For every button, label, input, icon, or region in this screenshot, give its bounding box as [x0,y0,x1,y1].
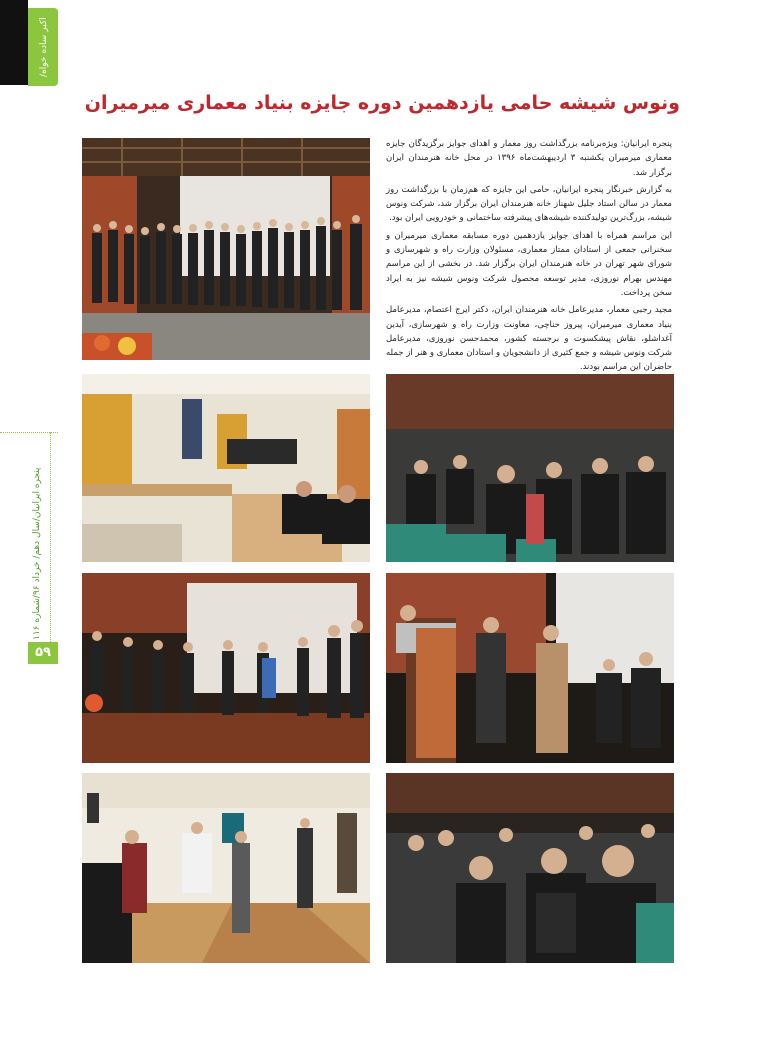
article-title: ونوس شیشه حامی یازدهمین دوره جایزه بنیاد معماری میرمیران [84,92,680,114]
audience-photo-2 [386,773,674,963]
magazine-info: پنجره ایرانیان/سال دهم/ خرداد ۹۶/شماره ۱۱۶ [32,467,42,640]
sidebar-vertical-rule [50,432,51,652]
award-stage-photo [82,573,370,763]
audience-photo-1 [386,374,674,562]
paragraph-4: مجید رجبی معمار، مدیرعامل خانه هنرمندان ایران، دکتر ایرج اعتصام، مدیرعامل بنیاد معماری میرمیران، پیروز حناچی، معاونت وزارت راه و شهرسازی، آیدین آغداشلو، نقاش پیشکسوت و برجسته کشور، محمدحسن نوروزی، مدیرعامل شرکت ونوس شیشه و جمع کثیری از دانشجویان و استادان معماری و هنر از جمله حاضران این مراسم بودند. [386,305,672,373]
stage-group-photo [82,138,370,360]
paragraph-1: پنجره ایرانیان: ویژه‌برنامه بزرگداشت روز معمار و اهدای جوایز برگزیدگان جایزه معماری میرمیران یکشنبه ۳ اردیبهشت‌ماه ۱۳۹۶ در محل خانه هنرمندان ایران برگزار شد. [386,139,672,178]
paragraph-3: این مراسم همراه با اهدای جوایز یازدهمین دوره مسابقه معماری میرمیران و سخنرانی جمعی از استادان ممتاز معماری، مسئولان وزارت راه و شهرسازی و شورای شهر تهران در خانه هنرمندان ایران برگزار شد. در بخشی از این مراسم مهندس بهرام نوروزی، مدیر توسعه محصول شرکت ونوس شیشه نیز به ایراد سخن پرداخت. [386,230,672,298]
article-body [386,137,672,378]
paragraph-2: به گزارش خبرنگار پنجره ایرانیان، حامی این جایزه که هم‌زمان با بزرگداشت روز معمار در سالن استاد جلیل شهناز خانه هنرمندان ایران برگزار شد، شرکت ونوس شیشه، بزرگ‌ترین تولیدکننده شیشه‌های پیشرفته ساختمانی و خودرویی ایران بود. [386,184,672,224]
meeting-room-photo [82,374,370,562]
page-number: ۵۹ [28,642,58,664]
sidebar-black-block [0,0,28,85]
section-tab-label: اکبر ساده خواه/پنجره [39,17,69,77]
corridor-photo [82,773,370,963]
podium-award-photo [386,573,674,763]
